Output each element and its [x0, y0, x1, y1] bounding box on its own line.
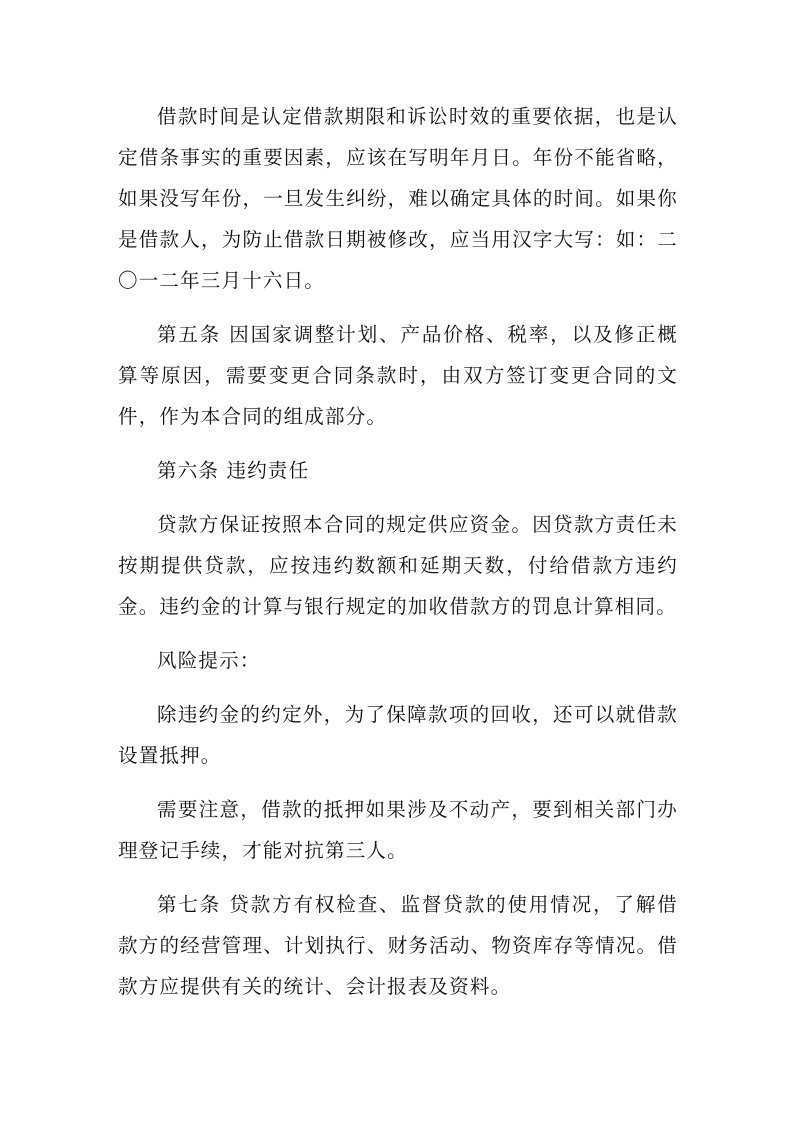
paragraph-risk-heading: 风险提示：	[157, 649, 261, 672]
paragraph-risk-registration: 需要注意，借款的抵押如果涉及不动产，要到相关部门办理登记手续，才能对抗第三人。	[118, 798, 678, 862]
document-body	[118, 96, 678, 1007]
paragraph-article-7: 第七条 贷款方有权检查、监督贷款的使用情况，了解借款方的经营管理、计划执行、财务活动、物资库存等情况。借款方应提供有关的统计、会计报表及资料。	[118, 893, 678, 998]
paragraph-risk-collateral: 除违约金的约定外，为了保障款项的回收，还可以就借款设置抵押。	[118, 703, 678, 767]
paragraph-article-6-heading: 第六条 违约责任	[157, 459, 310, 482]
paragraph-article-6-body: 贷款方保证按照本合同的规定供应资金。因贷款方责任未按期提供贷款，应按违约数额和延期天数，付给借款方违约金。违约金的计算与银行规定的加收借款方的罚息计算相同。	[118, 513, 678, 618]
paragraph-article-5: 第五条 因国家调整计划、产品价格、税率，以及修正概算等原因，需要变更合同条款时，由双方签订变更合同的文件，作为本合同的组成部分。	[118, 323, 678, 428]
paragraph-borrowing-date: 借款时间是认定借款期限和诉讼时效的重要依据，也是认定借条事实的重要因素，应该在写明年月日。年份不能省略，如果没写年份，一旦发生纠纷，难以确定具体的时间。如果你是借款人，为防止借款日期被修改，应当用汉字大写：如：二〇一二年三月十六日。	[118, 105, 678, 292]
